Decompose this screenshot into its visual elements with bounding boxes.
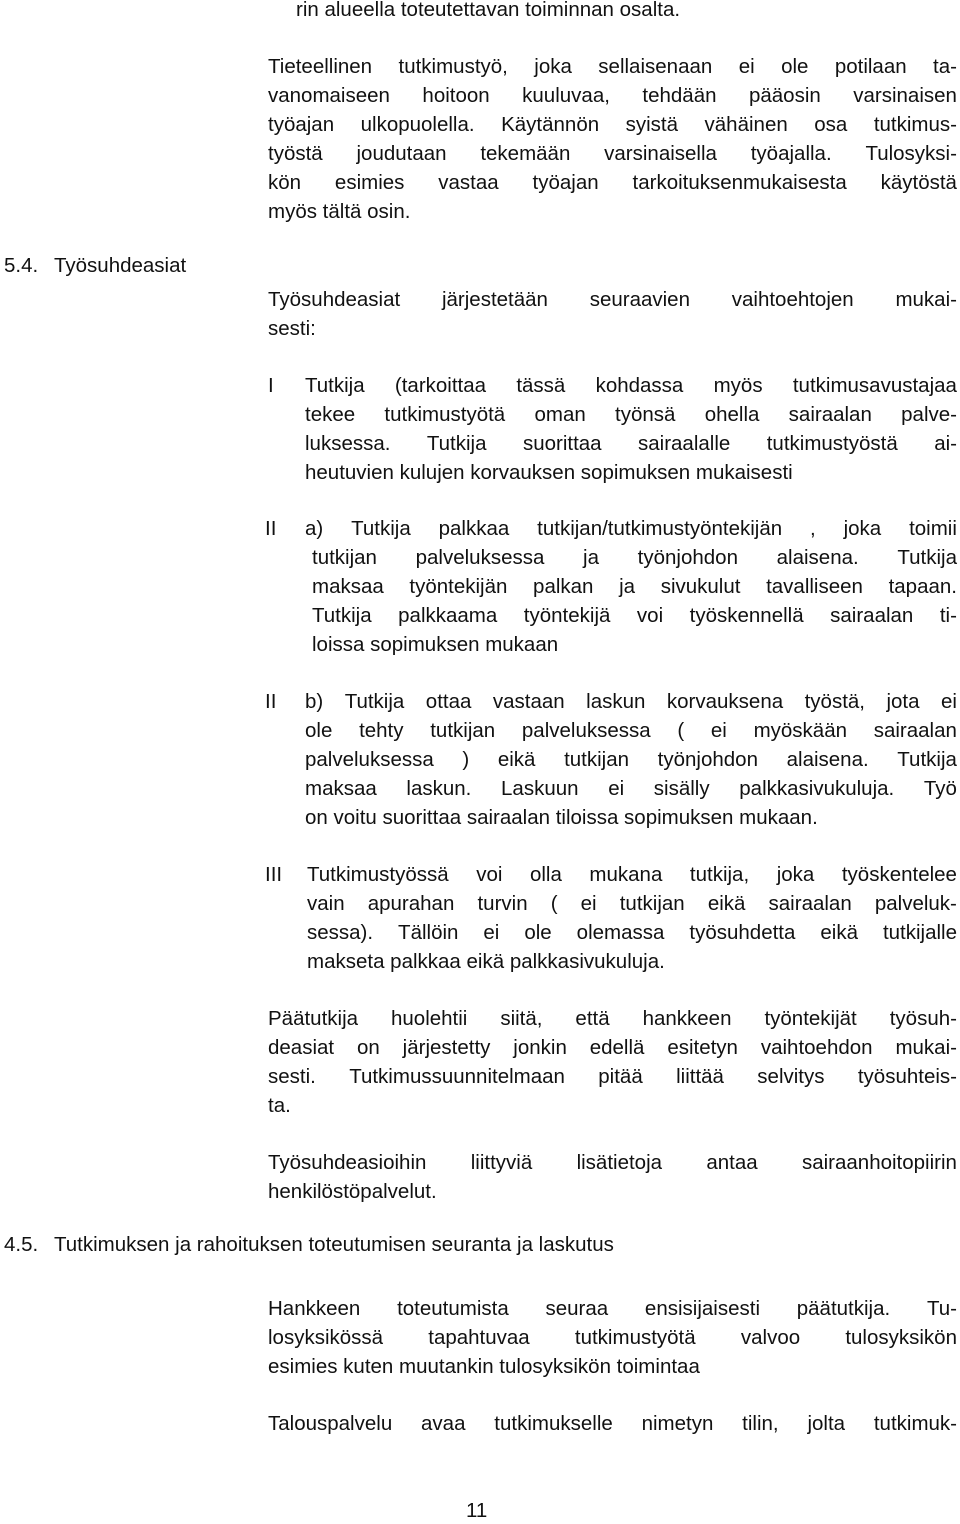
option-text-line: ole tehty tutkijan palveluksessa ( ei myöskään sairaalan xyxy=(305,719,957,742)
paragraph-line: losyksikössä tapahtuvaa tutkimustyötä valvoo tulosyksikön xyxy=(268,1326,957,1349)
paragraph-line: työstä joudutaan tekemään varsinaisella työajalla. Tulosyksi- xyxy=(268,142,957,165)
paragraph-line: Tieteellinen tutkimustyö, joka sellaisenaan ei ole potilaan ta- xyxy=(268,55,957,78)
section-number: 4.5. xyxy=(4,1233,39,1256)
option-text-line: maksaa työntekijän palkan ja sivukulut tavalliseen tapaan. xyxy=(312,575,957,598)
paragraph-line: kön esimies vastaa työajan tarkoituksenmukaisesta käytöstä xyxy=(268,171,957,194)
paragraph-line: deasiat on järjestetty jonkin edellä esitetyn vaihtoehdon mukai- xyxy=(268,1036,957,1059)
section-title: Tutkimuksen ja rahoituksen toteutumisen seuranta ja laskutus xyxy=(54,1233,614,1256)
paragraph-line: työajan ulkopuolella. Käytännön syistä vähäinen osa tutkimus- xyxy=(268,113,957,136)
paragraph-line: sesti: xyxy=(268,317,316,340)
option-text-line: sessa). Tällöin ei ole olemassa työsuhdetta eikä tutkijalle xyxy=(307,921,957,944)
paragraph-line: Päätutkija huolehtii siitä, että hankkeen työntekijät työsuh- xyxy=(268,1007,957,1030)
option-text-line: tutkijan palveluksessa ja työnjohdon alaisena. Tutkija xyxy=(312,546,957,569)
option-text-line: Tutkija palkkaama työntekijä voi työskennellä sairaalan ti- xyxy=(312,604,957,627)
option-text-line: Tutkija (tarkoittaa tässä kohdassa myös tutkimusavustajaa xyxy=(305,374,957,397)
paragraph-line: Talouspalvelu avaa tutkimukselle nimetyn tilin, jolta tutkimuk- xyxy=(268,1412,957,1435)
option-text-line: a) Tutkija palkkaa tutkijan/tutkimustyöntekijän , joka toimii xyxy=(305,517,957,540)
option-marker: II xyxy=(265,517,277,540)
option-text-line: Tutkimustyössä voi olla mukana tutkija, joka työskentelee xyxy=(307,863,957,886)
paragraph-line: ta. xyxy=(268,1094,291,1117)
paragraph-line: henkilöstöpalvelut. xyxy=(268,1180,437,1203)
paragraph-line: myös tältä osin. xyxy=(268,200,411,223)
paragraph-line: esimies kuten muutankin tulosyksikön toimintaa xyxy=(268,1355,700,1378)
option-marker: II xyxy=(265,690,277,713)
option-text-line: palveluksessa ) eikä tutkijan työnjohdon alaisena. Tutkija xyxy=(305,748,957,771)
paragraph-line: Työsuhdeasiat järjestetään seuraavien vaihtoehtojen mukai- xyxy=(268,288,957,311)
option-marker: I xyxy=(268,374,274,397)
option-text-line: tekee tutkimustyötä oman työnsä ohella sairaalan palve- xyxy=(305,403,957,426)
paragraph-line: Hankkeen toteutumista seuraa ensisijaisesti päätutkija. Tu- xyxy=(268,1297,957,1320)
section-title: Työsuhdeasiat xyxy=(54,254,187,277)
option-text-line: heutuvien kulujen korvauksen sopimuksen mukaisesti xyxy=(305,461,793,484)
option-text-line: b) Tutkija ottaa vastaan laskun korvauksena työstä, jota ei xyxy=(305,690,957,713)
option-text-line: loissa sopimuksen mukaan xyxy=(312,633,559,656)
continued-text-line: rin alueella toteutettavan toiminnan osalta. xyxy=(296,0,681,21)
paragraph-line: Työsuhdeasioihin liittyviä lisätietoja antaa sairaanhoitopiirin xyxy=(268,1151,957,1174)
paragraph-line: vanomaiseen hoitoon kuuluvaa, tehdään pääosin varsinaisen xyxy=(268,84,957,107)
paragraph-line: sesti. Tutkimussuunnitelmaan pitää liittää selvitys työsuhteis- xyxy=(268,1065,957,1088)
option-text-line: luksessa. Tutkija suorittaa sairaalalle tutkimustyöstä ai- xyxy=(305,432,957,455)
option-text-line: on voitu suorittaa sairaalan tiloissa sopimuksen mukaan. xyxy=(305,806,818,829)
section-number: 5.4. xyxy=(4,254,39,277)
option-marker: III xyxy=(265,863,283,886)
page-number: 11 xyxy=(466,1499,488,1522)
option-text-line: maksaa laskun. Laskuun ei sisälly palkkasivukuluja. Työ xyxy=(305,777,957,800)
option-text-line: makseta palkkaa eikä palkkasivukuluja. xyxy=(307,950,665,973)
option-text-line: vain apurahan turvin ( ei tutkijan eikä sairaalan palveluk- xyxy=(307,892,957,915)
